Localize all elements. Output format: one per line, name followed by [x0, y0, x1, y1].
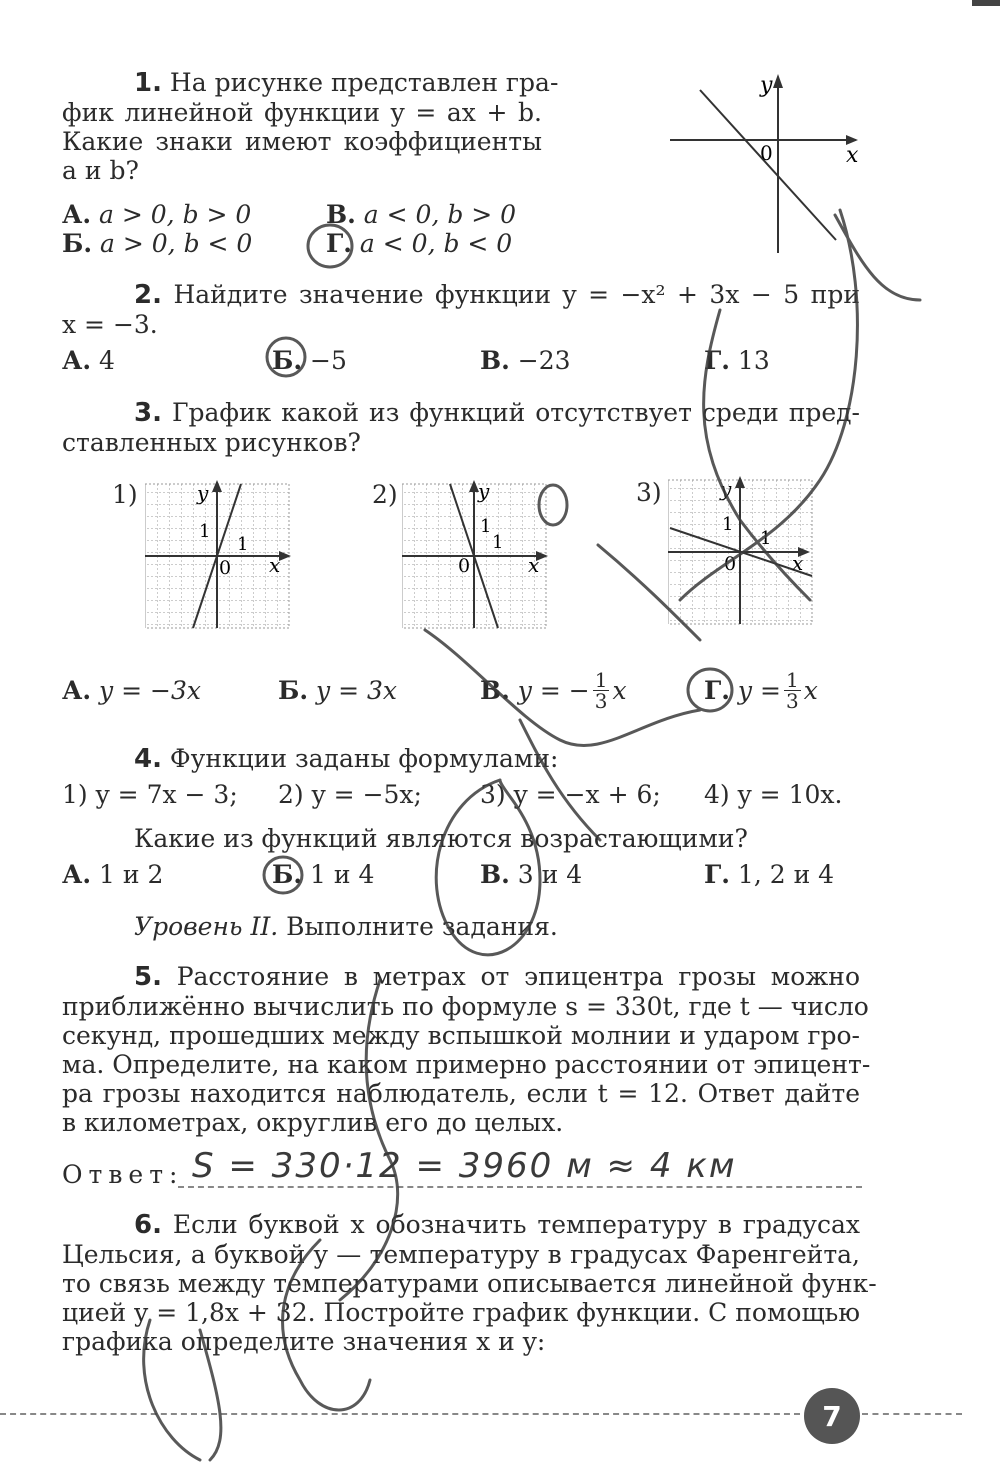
q1-line-1: На рисунке представлен гра-	[169, 68, 559, 97]
q3-option-b[interactable]: Б. y = 3x	[278, 676, 398, 705]
q3-graph1-x-label: x	[269, 553, 281, 577]
q2-option-a[interactable]: А. 4	[62, 346, 115, 375]
q3-graph-1	[145, 480, 293, 630]
q3-graph3-one-y: 1	[722, 514, 734, 535]
q1-text	[62, 68, 559, 185]
q3-graph1-origin: 0	[219, 557, 232, 579]
q3-graph1-one-y: 1	[199, 521, 211, 542]
q2-line-2: x = −3.	[62, 310, 158, 339]
q4-option-g[interactable]: Г. 1, 2 и 4	[704, 860, 835, 889]
q4-formula-3: 3) y = −x + 6;	[480, 780, 661, 809]
q1-option-a[interactable]: А. a > 0, b > 0	[62, 200, 252, 229]
footer-line-left	[0, 1413, 800, 1415]
q2-option-b[interactable]: Б. −5	[272, 346, 347, 375]
q1-origin-label: 0	[760, 141, 773, 165]
q3-graph2-one-x: 1	[492, 532, 504, 553]
q4-option-b[interactable]: Б. 1 и 4	[272, 860, 375, 889]
q1-y-label: y	[760, 73, 773, 98]
q6-text: 6. Если буквой x обозначить температуру в градусах Цельсия, а буквой y — температуру в градусах Фаренгейта, то связь между температурами описывается линейной функ- цией y = 1,8x + 32. Постройте график функции. С помощью графика определите значения x и y:	[62, 1210, 877, 1356]
q3-graph2-label: 2)	[372, 480, 398, 509]
q2-option-v[interactable]: В. −23	[480, 346, 571, 375]
q3-line-2: ставленных рисунков?	[62, 428, 361, 457]
q5-answer-label: Ответ:	[62, 1160, 184, 1189]
q5-handwritten-answer: S = 330·12 = 3960 м ≈ 4 км	[192, 1146, 737, 1186]
q1-graph	[660, 68, 870, 258]
q1-option-g[interactable]: Г. a < 0, b < 0	[326, 229, 513, 258]
q5-answer-line	[178, 1186, 862, 1188]
level-heading: Уровень II. Выполните задания.	[134, 912, 558, 941]
q3-graph3-one-x: 1	[760, 528, 772, 549]
q3-graph1-one-x: 1	[237, 534, 249, 555]
q2-number: 2.	[134, 280, 162, 310]
corner-mark	[972, 0, 1000, 6]
q3-option-v[interactable]: В. y = − $\frac{1}{3}$ x	[480, 667, 627, 713]
q1-option-b[interactable]: Б. a > 0, b < 0	[62, 229, 253, 258]
q5-text: 5. Расстояние в метрах от эпицентра грозы можно приближённо вычислить по формуле s = 330t, где t — число секунд, прошедших между вспышкой молнии и ударом гро- ма. Определите, на каком примерно расстоянии от эпицент- ра грозы находится наблюдатель, если t = 12. Ответ дайте в километрах, округлив его до целых.	[62, 962, 871, 1137]
q3-graph3-origin: 0	[724, 553, 737, 575]
q3-graph3-x-label: x	[792, 551, 804, 575]
q1-line-3: Какие знаки имеют коэффициенты	[62, 127, 542, 156]
q1-x-label: x	[846, 143, 859, 168]
q3-option-g[interactable]: Г. y = $\frac{1}{3}$ x	[704, 667, 818, 713]
q4-formula-2: 2) y = −5x;	[278, 780, 422, 809]
page-number: 7	[822, 1399, 842, 1433]
q4-intro: 4. Функции заданы формулами:	[134, 744, 559, 774]
footer-line-right	[862, 1413, 962, 1415]
q1-function-line	[700, 90, 836, 240]
q3-graph2-x-label: x	[528, 553, 540, 577]
q4-question: Какие из функций являются возрастающими?	[134, 824, 748, 853]
q3-graph-2	[402, 480, 550, 630]
q6-number: 6.	[134, 1210, 162, 1240]
q4-formula-4: 4) y = 10x.	[704, 780, 843, 809]
q2-option-g[interactable]: Г. 13	[704, 346, 770, 375]
q4-option-a[interactable]: А. 1 и 2	[62, 860, 164, 889]
q3-graph2-one-y: 1	[480, 516, 492, 537]
q3-text	[62, 398, 860, 457]
q1-number: 1.	[134, 68, 162, 98]
q3-line-1: График какой из функций отсутствует среди пред-	[171, 398, 860, 427]
q2-text	[62, 280, 860, 339]
q3-graph3-y-label: y	[720, 477, 732, 501]
q4-formula-1: 1) y = 7x − 3;	[62, 780, 238, 809]
q3-graph-3	[668, 476, 816, 626]
page-number-badge	[804, 1388, 860, 1444]
q4-number: 4.	[134, 744, 162, 774]
q3-graph1-label: 1)	[112, 480, 138, 509]
q4-option-v[interactable]: В. 3 и 4	[480, 860, 583, 889]
q3-graph3-label: 3)	[636, 478, 662, 507]
q1-option-v[interactable]: В. a < 0, b > 0	[326, 200, 517, 229]
q3-graph2-origin: 0	[458, 555, 471, 577]
q3-number: 3.	[134, 398, 162, 428]
q3-graph2-y-label: y	[478, 480, 490, 503]
q5-number: 5.	[134, 962, 162, 992]
q3-option-a[interactable]: А. y = −3x	[62, 676, 201, 705]
q1-line-2: фик линейной функции y = ax + b.	[62, 98, 542, 127]
q3-graph1-y-label: y	[197, 481, 209, 505]
q1-line-4: a и b?	[62, 156, 139, 185]
q2-line-1: Найдите значение функции y = −x² + 3x − 5 при	[173, 280, 860, 309]
